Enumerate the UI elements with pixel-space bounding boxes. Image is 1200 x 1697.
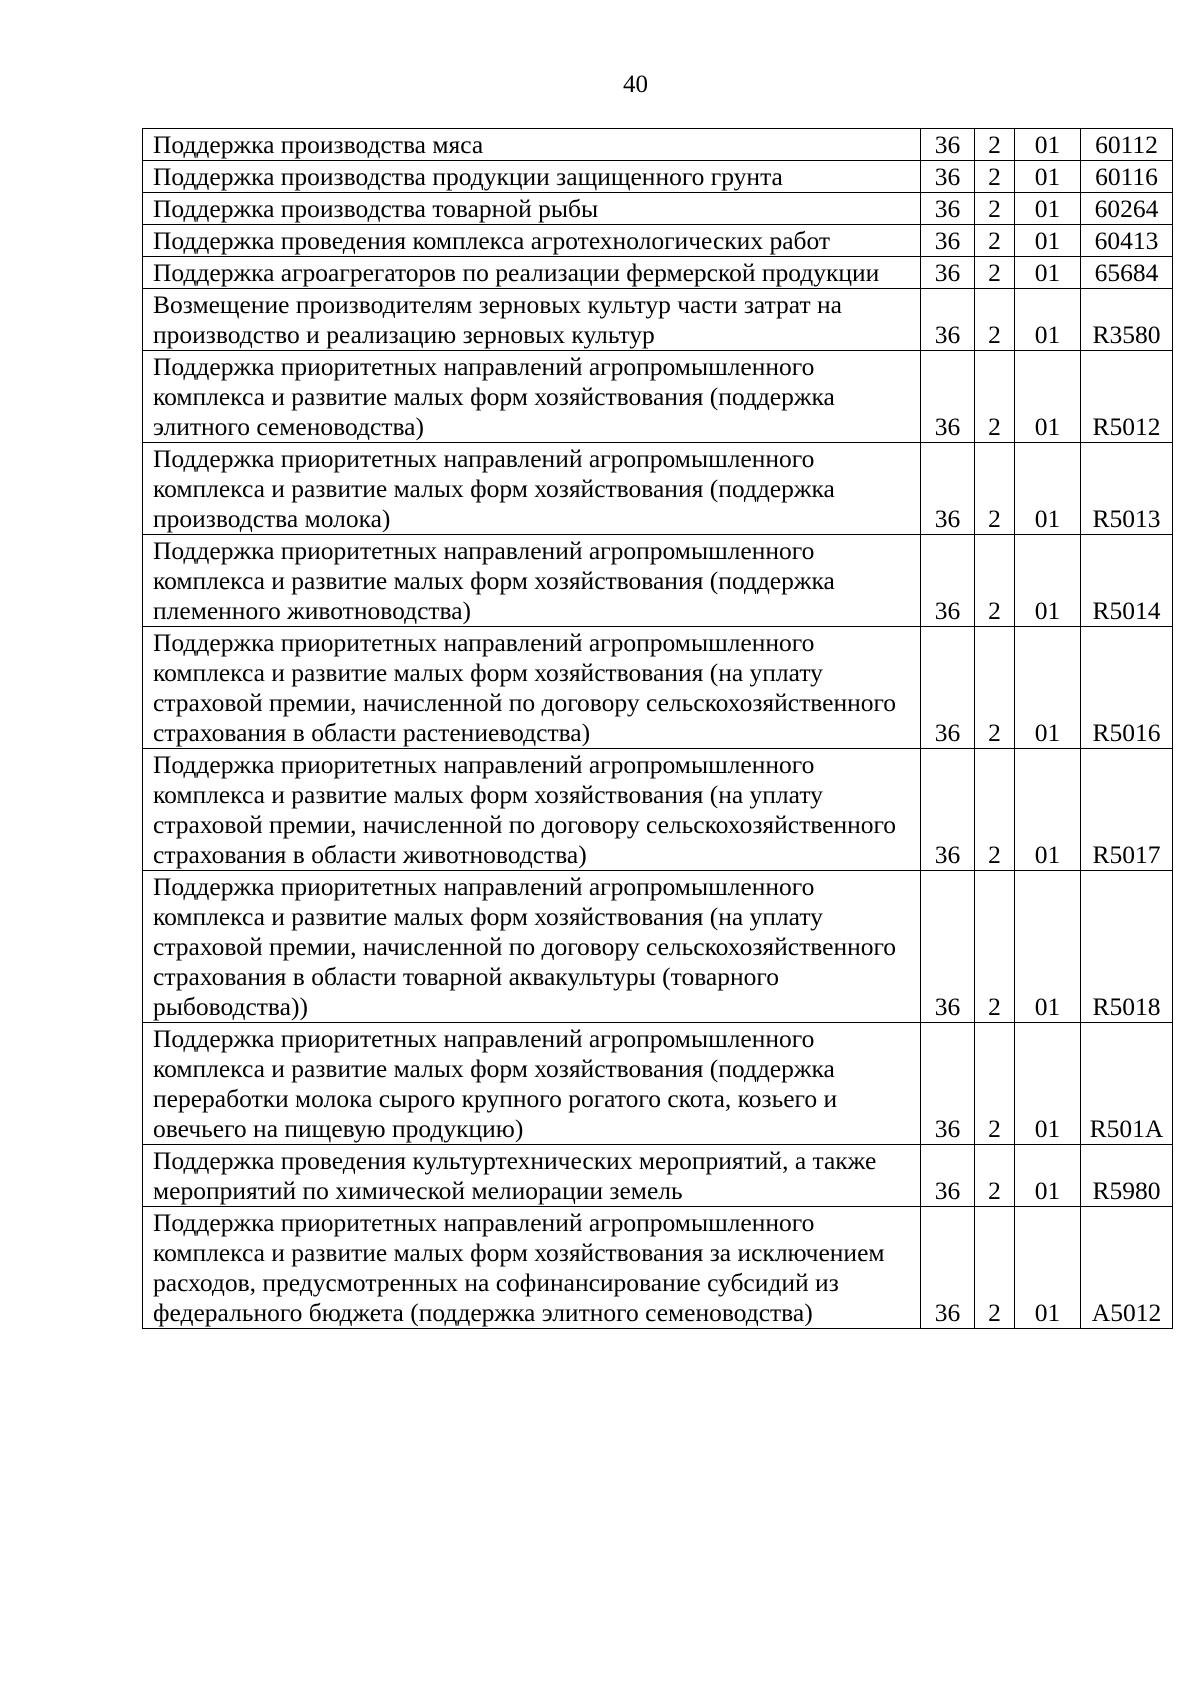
direction-code-cell: 60112 [1081, 129, 1173, 161]
expense-name-cell: Поддержка приоритетных направлений агропромышленного комплекса и развитие малых форм хозяйствования (на уплату страховой премии, начисленной по договору сельскохозяйственного страхования в области животноводства) [143, 749, 921, 871]
subprogram-code-cell: 2 [975, 749, 1015, 871]
table-row [143, 535, 1173, 627]
section-code-cell: 36 [921, 871, 975, 1023]
table-body [143, 129, 1173, 1329]
table-row [143, 351, 1173, 443]
page-number: 40 [623, 71, 648, 98]
table-row [143, 1023, 1173, 1145]
main-event-code-cell: 01 [1015, 1023, 1081, 1145]
main-event-code-cell: 01 [1015, 289, 1081, 351]
main-event-code-cell: 01 [1015, 193, 1081, 225]
direction-code-cell: 65684 [1081, 257, 1173, 289]
table-row [143, 225, 1173, 257]
subprogram-code-cell: 2 [975, 535, 1015, 627]
expense-name-cell: Поддержка агроагрегаторов по реализации фермерской продукции [143, 257, 921, 289]
section-code-cell: 36 [921, 749, 975, 871]
table-row [143, 257, 1173, 289]
direction-code-cell: R5013 [1081, 443, 1173, 535]
subprogram-code-cell: 2 [975, 257, 1015, 289]
table-row [143, 871, 1173, 1023]
subprogram-code-cell: 2 [975, 1207, 1015, 1329]
section-code-cell: 36 [921, 627, 975, 749]
subprogram-code-cell: 2 [975, 871, 1015, 1023]
expense-name-cell: Поддержка приоритетных направлений агропромышленного комплекса и развитие малых форм хозяйствования (поддержка племенного животноводства) [143, 535, 921, 627]
subprogram-code-cell: 2 [975, 129, 1015, 161]
section-code-cell: 36 [921, 1145, 975, 1207]
expense-name-cell: Поддержка производства товарной рыбы [143, 193, 921, 225]
section-code-cell: 36 [921, 535, 975, 627]
expense-name-cell: Поддержка производства продукции защищенного грунта [143, 161, 921, 193]
section-code-cell: 36 [921, 1207, 975, 1329]
table-row [143, 1145, 1173, 1207]
expense-name-cell: Поддержка производства мяса [143, 129, 921, 161]
subprogram-code-cell: 2 [975, 193, 1015, 225]
budget-classification-table [142, 128, 1173, 1329]
expense-name-cell: Поддержка приоритетных направлений агропромышленного комплекса и развитие малых форм хозяйствования (поддержка элитного семеноводства) [143, 351, 921, 443]
subprogram-code-cell: 2 [975, 351, 1015, 443]
table-row [143, 749, 1173, 871]
direction-code-cell: R501A [1081, 1023, 1173, 1145]
section-code-cell: 36 [921, 225, 975, 257]
table-row [143, 161, 1173, 193]
section-code-cell: 36 [921, 443, 975, 535]
section-code-cell: 36 [921, 351, 975, 443]
direction-code-cell: R3580 [1081, 289, 1173, 351]
direction-code-cell: R5017 [1081, 749, 1173, 871]
main-event-code-cell: 01 [1015, 161, 1081, 193]
expense-name-cell: Поддержка приоритетных направлений агропромышленного комплекса и развитие малых форм хозяйствования (поддержка производства молока) [143, 443, 921, 535]
main-event-code-cell: 01 [1015, 749, 1081, 871]
main-event-code-cell: 01 [1015, 1207, 1081, 1329]
subprogram-code-cell: 2 [975, 161, 1015, 193]
subprogram-code-cell: 2 [975, 627, 1015, 749]
table-row [143, 627, 1173, 749]
table-row [143, 1207, 1173, 1329]
direction-code-cell: R5012 [1081, 351, 1173, 443]
section-code-cell: 36 [921, 1023, 975, 1145]
main-event-code-cell: 01 [1015, 351, 1081, 443]
expense-name-cell: Поддержка приоритетных направлений агропромышленного комплекса и развитие малых форм хозяйствования за исключением расходов, предусмотренных на софинансирование субсидий из федерального бюджета (поддержка элитного семеноводства) [143, 1207, 921, 1329]
subprogram-code-cell: 2 [975, 225, 1015, 257]
direction-code-cell: A5012 [1081, 1207, 1173, 1329]
direction-code-cell: 60264 [1081, 193, 1173, 225]
section-code-cell: 36 [921, 193, 975, 225]
expense-name-cell: Поддержка проведения культуртехнических мероприятий, а также мероприятий по химической мелиорации земель [143, 1145, 921, 1207]
main-event-code-cell: 01 [1015, 1145, 1081, 1207]
expense-name-cell: Поддержка приоритетных направлений агропромышленного комплекса и развитие малых форм хозяйствования (на уплату страховой премии, начисленной по договору сельскохозяйственного страхования в области растениеводства) [143, 627, 921, 749]
section-code-cell: 36 [921, 129, 975, 161]
main-event-code-cell: 01 [1015, 129, 1081, 161]
subprogram-code-cell: 2 [975, 443, 1015, 535]
direction-code-cell: 60116 [1081, 161, 1173, 193]
expense-name-cell: Поддержка приоритетных направлений агропромышленного комплекса и развитие малых форм хозяйствования (на уплату страховой премии, начисленной по договору сельскохозяйственного страхования в области товарной аквакультуры (товарного рыбоводства)) [143, 871, 921, 1023]
section-code-cell: 36 [921, 257, 975, 289]
subprogram-code-cell: 2 [975, 1145, 1015, 1207]
table-row [143, 193, 1173, 225]
direction-code-cell: R5980 [1081, 1145, 1173, 1207]
expense-name-cell: Возмещение производителям зерновых культур части затрат на производство и реализацию зерновых культур [143, 289, 921, 351]
main-event-code-cell: 01 [1015, 225, 1081, 257]
main-event-code-cell: 01 [1015, 627, 1081, 749]
table-row [143, 443, 1173, 535]
main-event-code-cell: 01 [1015, 443, 1081, 535]
section-code-cell: 36 [921, 161, 975, 193]
main-event-code-cell: 01 [1015, 871, 1081, 1023]
direction-code-cell: R5014 [1081, 535, 1173, 627]
expense-name-cell: Поддержка проведения комплекса агротехнологических работ [143, 225, 921, 257]
section-code-cell: 36 [921, 289, 975, 351]
subprogram-code-cell: 2 [975, 1023, 1015, 1145]
direction-code-cell: 60413 [1081, 225, 1173, 257]
main-event-code-cell: 01 [1015, 257, 1081, 289]
direction-code-cell: R5016 [1081, 627, 1173, 749]
main-event-code-cell: 01 [1015, 535, 1081, 627]
subprogram-code-cell: 2 [975, 289, 1015, 351]
direction-code-cell: R5018 [1081, 871, 1173, 1023]
table-row [143, 129, 1173, 161]
table-row [143, 289, 1173, 351]
expense-name-cell: Поддержка приоритетных направлений агропромышленного комплекса и развитие малых форм хозяйствования (поддержка переработки молока сырого крупного рогатого скота, козьего и овечьего на пищевую продукцию) [143, 1023, 921, 1145]
